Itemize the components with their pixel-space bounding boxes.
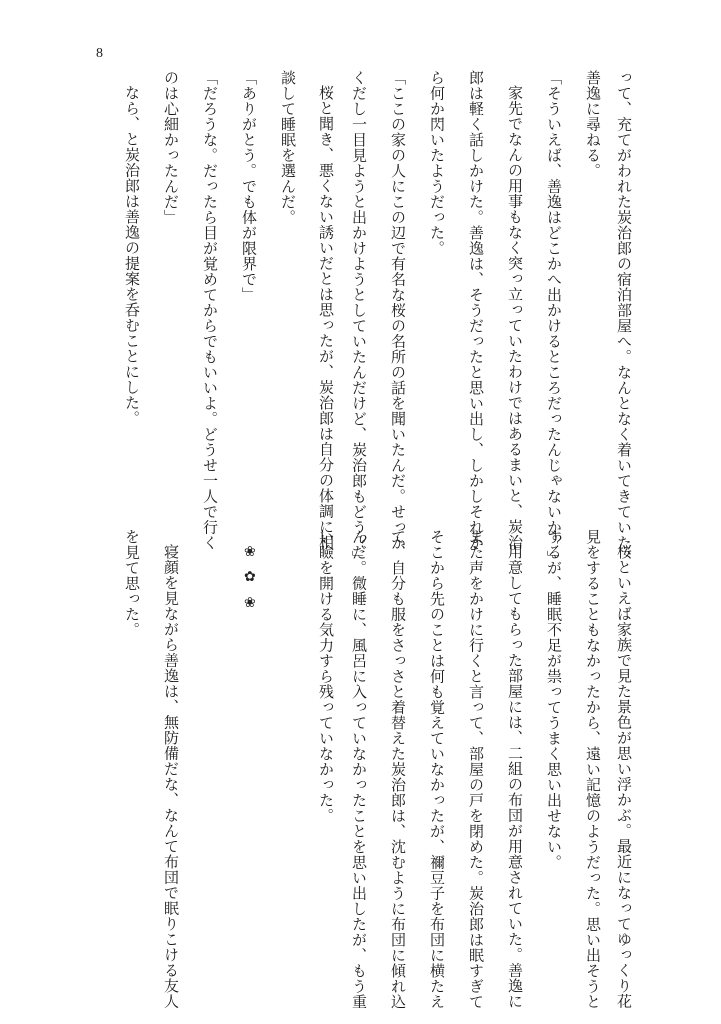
text-column: んだ。微睡に、風呂に入っていなかったことを思い出したが、もう重 [350, 529, 368, 1010]
text-column: 「そういえば、善逸はどこかへ出かけるところだったんじゃないか？」 [545, 70, 563, 566]
text-column: 善逸に尋ねる。 [584, 70, 602, 179]
text-column: なら、と炭治郎は善逸の提案を呑むことにした。 [123, 85, 141, 426]
text-column: ら何か閃いたようだった。 [428, 70, 446, 256]
text-column: 寝顔を見ながら善逸は、無防備だな、なんて布団で眠りこける友人 [162, 544, 180, 1009]
text-column: って、充てがわれた炭治郎の宿泊部屋へ。なんとなく着いてきていた、 [615, 70, 633, 566]
text-column: 「だろうな。だったら目が覚めてからでもいいよ。どうせ一人で行く [201, 70, 219, 551]
flower-ornament-icon: ✿ [244, 569, 256, 585]
text-column: 桜と聞き、悪くない誘いだとは思ったが、炭治郎は自分の体調に相 [317, 85, 335, 550]
page-number: 8 [96, 46, 103, 61]
text-column: 見をすることもなかったから、遠い記憶のようだった。思い出そうと [584, 529, 602, 1010]
text-column: 「ここの家の人にこの辺で有名な桜の名所の話を聞いたんだ。せっか [389, 70, 407, 551]
flower-ornament-icon: ❀ [244, 544, 256, 560]
text-column: するが、睡眠不足が祟ってうまく思い出せない。 [545, 529, 563, 870]
text-column: 桜といえば家族で見た景色が思い浮かぶ。最近になってゆっくり花 [615, 544, 633, 1009]
text-column: のは心細かったんだ」 [162, 70, 180, 225]
flower-ornament-icon: ❀ [244, 595, 256, 611]
text-column: を見て思った。 [123, 529, 141, 638]
text-column: 談して睡眠を選んだ。 [279, 70, 297, 225]
text-column: くだし一目見ようと出かけようとしていたんだけど、炭治郎もどう？」 [350, 70, 368, 566]
text-column: て、自分も服をさっさと着替えた炭治郎は、沈むように布団に傾れ込 [389, 529, 407, 1010]
text-column: 郎は軽く話しかけた。善逸は、そうだったと思い出し、しかしそれか [467, 70, 485, 551]
text-column: 家先でなんの用事もなく突っ立っていたわけではあるまいと、炭治 [506, 85, 524, 550]
text-column: 用意してもらった部屋には、二組の布団が用意されていた。善逸に [506, 544, 524, 1009]
text-column: 「ありがとう。でも体が限界で」 [240, 70, 258, 303]
text-column: い瞼を開ける気力すら残っていなかった。 [317, 529, 335, 824]
text-column: そこから先のことは何も覚えていなかったが、禰豆子を布団に横たえ [428, 529, 446, 1010]
text-column: また声をかけに行くと言って、部屋の戸を閉めた。炭治郎は眠すぎて [467, 529, 485, 1010]
